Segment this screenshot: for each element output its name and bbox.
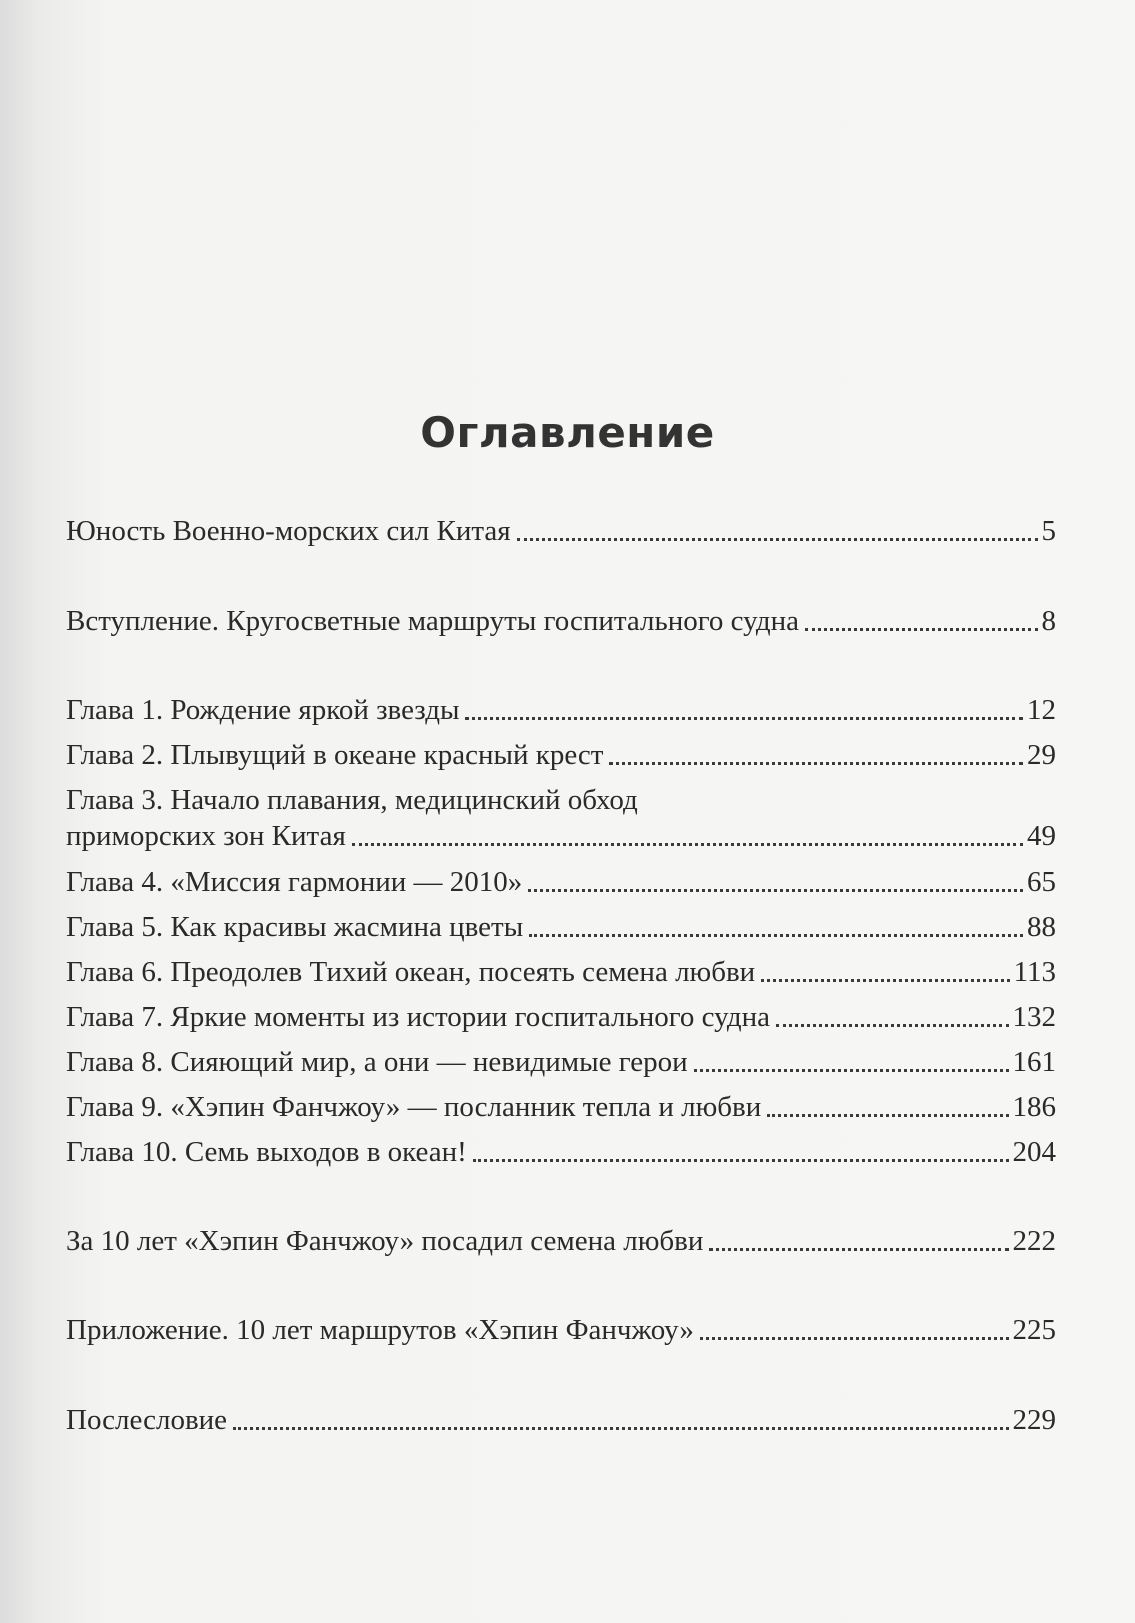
toc-entry-page: 113 [1013, 956, 1056, 988]
toc-entry-page: 8 [1041, 605, 1056, 637]
toc-entry-page: 132 [1012, 1001, 1056, 1033]
toc-entry [66, 514, 1056, 548]
toc-entry [66, 693, 1056, 727]
toc-entry [66, 1045, 1056, 1079]
toc-entry-page: 29 [1027, 739, 1056, 771]
toc-entry [66, 865, 1056, 899]
dot-leader [776, 1024, 1009, 1027]
toc-entry-page: 225 [1012, 1314, 1056, 1346]
dot-leader [528, 889, 1023, 892]
dot-leader [529, 934, 1023, 937]
toc-entry-page: 204 [1012, 1136, 1056, 1168]
dot-leader [767, 1114, 1008, 1117]
dot-leader [352, 843, 1023, 846]
toc-entry-title: Послесловие [66, 1404, 228, 1436]
toc-entry [66, 783, 1056, 853]
toc-entry [66, 1135, 1056, 1169]
toc-entry-page: 12 [1027, 694, 1056, 726]
toc-entry [66, 1000, 1056, 1034]
dot-leader [517, 538, 1038, 541]
toc-entry-title: Юность Военно-морских сил Китая [66, 515, 511, 547]
toc-entry-title: Глава 1. Рождение яркой звезды [66, 694, 460, 726]
toc-entry-title: Глава 6. Преодолев Тихий океан, посеять семена любви [66, 956, 756, 988]
toc-entry-page: 222 [1012, 1225, 1056, 1257]
toc-entry-title: Приложение. 10 лет маршрутов «Хэпин Фанчжоу» [66, 1314, 694, 1346]
toc-entry [66, 1224, 1056, 1258]
toc-entry-page: 5 [1041, 515, 1056, 547]
dot-leader [694, 1069, 1009, 1072]
toc-entry [66, 1090, 1056, 1124]
toc-entry-title: Глава 5. Как красивы жасмина цветы [66, 911, 524, 943]
toc-entry [66, 955, 1056, 989]
dot-leader [609, 762, 1023, 765]
toc-entry-title: Вступление. Кругосветные маршруты госпитального судна [66, 605, 799, 637]
dot-leader [805, 628, 1038, 631]
toc-entry [66, 1313, 1056, 1347]
dot-leader [709, 1248, 1008, 1251]
toc-entry-page: 229 [1012, 1404, 1056, 1436]
dot-leader [761, 979, 1009, 982]
toc-entry-page: 186 [1012, 1091, 1056, 1123]
toc-entry [66, 604, 1056, 638]
toc-entry-title: Глава 4. «Миссия гармонии — 2010» [66, 866, 523, 898]
toc-entry-title: За 10 лет «Хэпин Фанчжоу» посадил семена любви [66, 1225, 704, 1257]
toc-entry-page: 88 [1027, 911, 1056, 943]
toc-entry-page: 65 [1027, 866, 1056, 898]
toc-entry-title: Глава 2. Плывущий в океане красный крест [66, 739, 604, 771]
toc-entry [66, 738, 1056, 772]
toc-entry-title: Глава 7. Яркие моменты из истории госпитального судна [66, 1001, 770, 1033]
dot-leader [473, 1159, 1009, 1162]
toc-entry-title: Глава 9. «Хэпин Фанчжоу» — посланник тепла и любви [66, 1091, 762, 1123]
dot-leader [700, 1337, 1009, 1340]
toc-entry-title: Глава 8. Сияющий мир, а они — невидимые герои [66, 1046, 688, 1078]
dot-leader [233, 1427, 1008, 1430]
toc-heading: Оглавление [420, 408, 715, 457]
toc-entry-page: 161 [1012, 1046, 1056, 1078]
toc-entry-title: Глава 10. Семь выходов в океан! [66, 1136, 467, 1168]
toc-entry [66, 1403, 1056, 1437]
dot-leader [465, 717, 1023, 720]
toc-entry [66, 910, 1056, 944]
toc-entry-title-continued: приморских зон Китая [66, 820, 346, 852]
toc-entry-title: Глава 3. Начало плавания, медицинский обход [66, 784, 638, 816]
toc-entry-page: 49 [1027, 820, 1056, 852]
